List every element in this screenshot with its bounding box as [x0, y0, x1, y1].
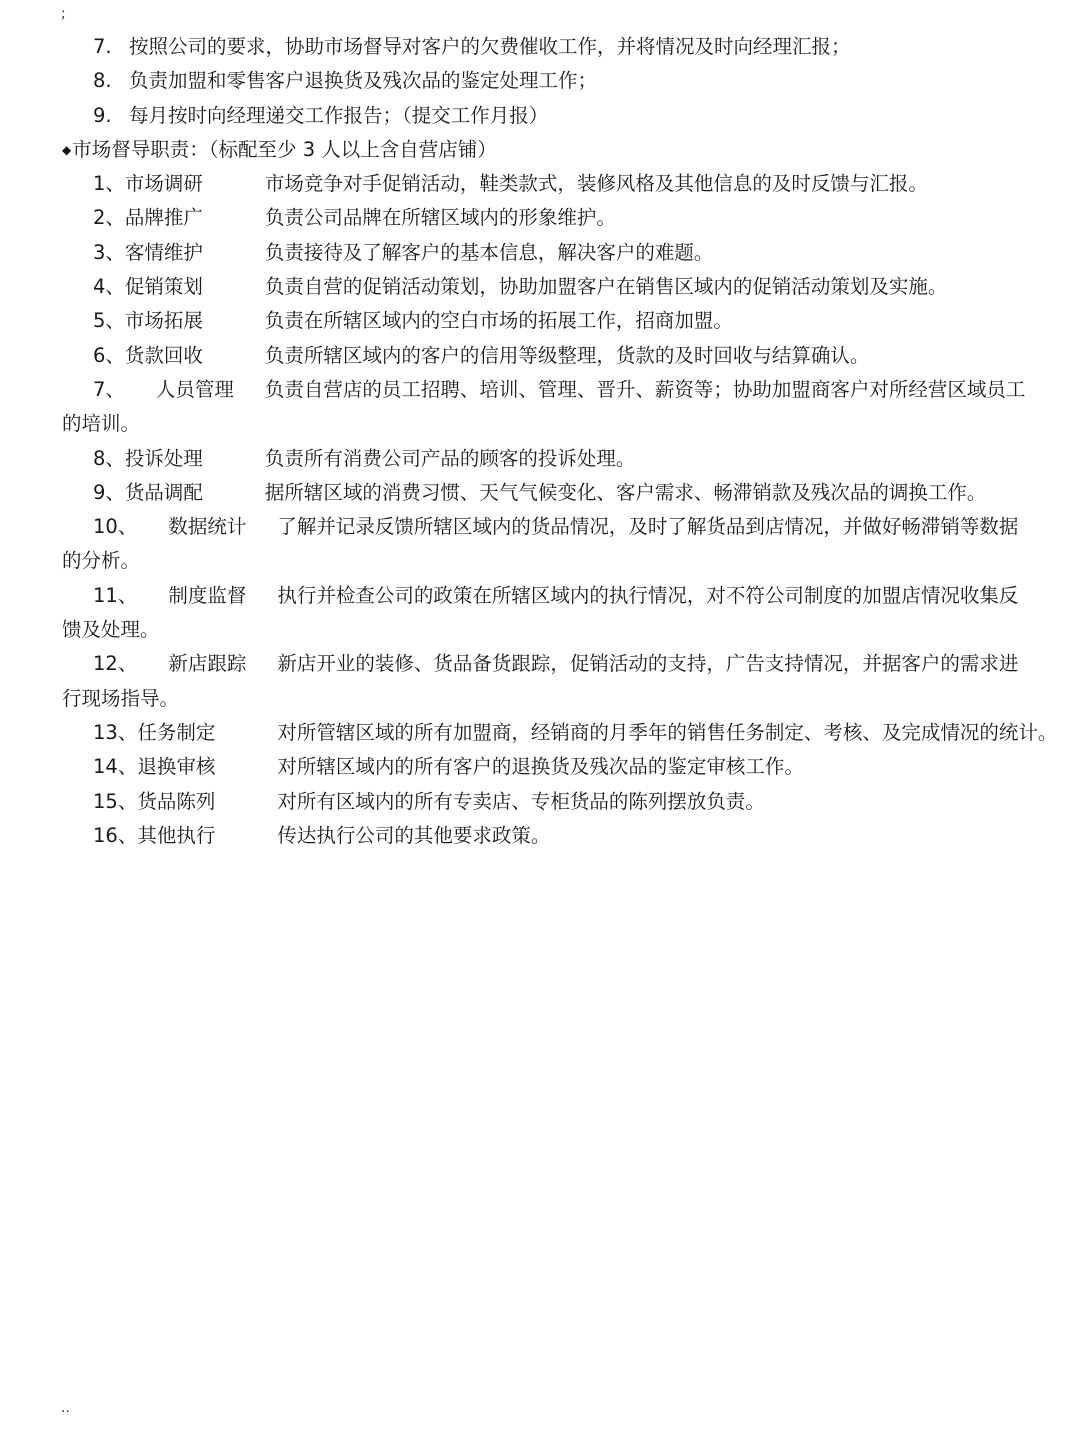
- duty-item: [62, 304, 1037, 338]
- duty-item: [62, 373, 1037, 442]
- duty-number: 5、: [93, 309, 125, 333]
- duty-item: [62, 785, 1037, 819]
- duty-label: 人员管理: [155, 377, 234, 401]
- duty-label: 新店跟踪: [168, 652, 247, 676]
- duty-number: 14、: [93, 755, 138, 779]
- duty-number: 8、: [93, 446, 125, 470]
- duty-text: 新店开业的装修、货品备货跟踪，促销活动的支持，广告支持情况，并据客户的需求进行现场指导。: [62, 652, 1019, 710]
- duty-label: 投诉处理: [124, 446, 203, 470]
- duty-label: 货款回收: [124, 343, 203, 367]
- duty-item: [62, 442, 1037, 476]
- duty-number: 11、: [93, 583, 138, 607]
- duty-number: 10、: [93, 515, 138, 539]
- duty-number: 1、: [93, 172, 125, 196]
- duty-text: 执行并检查公司的政策在所辖区域内的执行情况，对不符公司制度的加盟店情况收集反馈及处理。: [62, 583, 1019, 642]
- duty-number: 13、: [93, 720, 138, 744]
- section-title: 市场督导职责：: [72, 137, 209, 161]
- item-text: 每月按时向经理递交工作报告；（提交工作月报）: [129, 103, 549, 127]
- duty-text: 市场竞争对手促销活动，鞋类款式，装修风格及其他信息的及时反馈与汇报。: [264, 172, 928, 196]
- list-item: [62, 64, 1037, 98]
- duty-item: [62, 476, 1037, 510]
- duty-item: [62, 339, 1037, 373]
- duty-text: 负责所有消费公司产品的顾客的投诉处理。: [264, 446, 636, 470]
- duty-label: 退换审核: [137, 755, 216, 779]
- diamond-bullet-icon: ◆: [62, 142, 72, 157]
- duty-label: 数据统计: [168, 515, 247, 539]
- duty-item: [62, 270, 1037, 304]
- duty-number: 3、: [93, 240, 125, 264]
- item-number: 9.: [93, 103, 112, 127]
- duty-text: 对所辖区域内的所有客户的退换货及残次品的鉴定审核工作。: [277, 755, 804, 779]
- duty-item: [62, 750, 1037, 784]
- section-heading: [62, 133, 1037, 167]
- duty-text: 负责在所辖区域内的空白市场的拓展工作，招商加盟。: [264, 309, 733, 333]
- item-number: 7.: [93, 35, 112, 58]
- duty-item: [62, 236, 1037, 270]
- duty-number: 4、: [93, 275, 125, 299]
- duty-number: 7、: [93, 377, 125, 401]
- duty-number: 2、: [93, 206, 125, 230]
- duty-text: 负责自营店的员工招聘、培训、管理、晋升、薪资等；协助加盟商客户对所经营区域员工的培训。: [62, 377, 1026, 436]
- duty-text: 对所管辖区域的所有加盟商，经销商的月季年的销售任务制定、考核、及完成情况的统计。: [277, 720, 1058, 744]
- duty-text: 据所辖区域的消费习惯、天气气候变化、客户需求、畅滞销款及残次品的调换工作。: [264, 480, 987, 504]
- duty-label: 市场拓展: [124, 309, 203, 333]
- duty-label: 促销策划: [124, 275, 203, 299]
- document-body: [62, 30, 1058, 853]
- duty-label: 其他执行: [137, 823, 216, 847]
- duty-number: 16、: [93, 823, 138, 847]
- duty-item: [62, 647, 1037, 716]
- item-text: 负责加盟和零售客户退换货及残次品的鉴定处理工作；: [129, 69, 598, 93]
- duty-item: [62, 716, 1058, 750]
- duty-number: 15、: [93, 789, 138, 813]
- duty-item: [62, 510, 1037, 579]
- duty-text: 对所有区域内的所有专卖店、专柜货品的陈列摆放负责。: [277, 789, 765, 813]
- duty-text: 传达执行公司的其他要求政策。: [277, 823, 551, 847]
- duty-text: 了解并记录反馈所辖区域内的货品情况，及时了解货品到店情况，并做好畅滞销等数据的分析。: [62, 515, 1019, 573]
- duty-number: 12、: [93, 652, 138, 676]
- duty-label: 客情维护: [124, 240, 203, 264]
- duty-text: 负责接待及了解客户的基本信息，解决客户的难题。: [264, 240, 714, 264]
- duty-label: 品牌推广: [124, 206, 203, 230]
- list-item: [62, 30, 1037, 64]
- duty-item: [62, 579, 1037, 648]
- duty-item: [62, 819, 1037, 853]
- bottom-page-mark: ..: [61, 1400, 70, 1416]
- item-text: 按照公司的要求，协助市场督导对客户的欠费催收工作，并将情况及时向经理汇报；: [129, 35, 851, 58]
- duty-text: 负责自营的促销活动策划，协助加盟客户在销售区域内的促销活动策划及实施。: [264, 275, 948, 299]
- duty-item: [62, 201, 1037, 235]
- top-page-mark: ;: [61, 6, 66, 22]
- duty-label: 货品陈列: [137, 789, 216, 813]
- list-item: [62, 99, 1037, 133]
- duty-number: 9、: [93, 480, 125, 504]
- duty-label: 货品调配: [124, 480, 203, 504]
- item-number: 8.: [93, 69, 112, 93]
- duty-label: 制度监督: [168, 583, 247, 607]
- section-note: （标配至少 3 人以上含自营店铺）: [208, 137, 497, 161]
- duty-text: 负责公司品牌在所辖区域内的形象维护。: [264, 206, 616, 230]
- duty-text: 负责所辖区域内的客户的信用等级整理，货款的及时回收与结算确认。: [264, 343, 870, 367]
- duty-item: [62, 167, 1037, 201]
- duty-label: 市场调研: [124, 172, 203, 196]
- duty-label: 任务制定: [137, 720, 216, 744]
- duty-number: 6、: [93, 343, 125, 367]
